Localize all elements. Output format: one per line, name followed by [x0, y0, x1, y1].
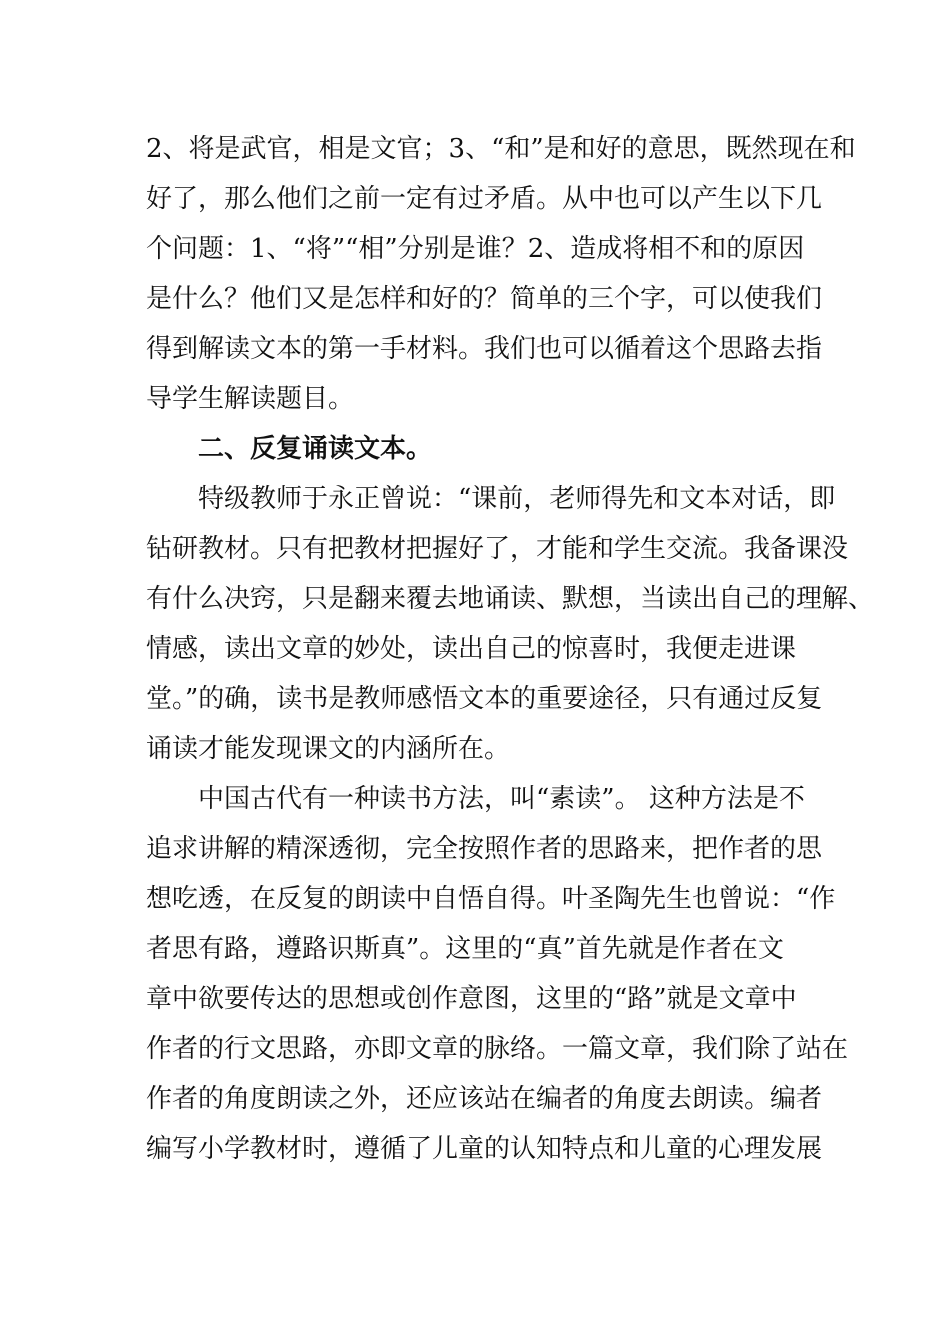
body-text-line: 特级教师于永正曾说：“课前，老师得先和文本对话，即 — [198, 484, 836, 514]
section-heading: 二、反复诵读文本。 — [198, 434, 433, 464]
body-text-line: 追求讲解的精深透彻，完全按照作者的思路来，把作者的思 — [146, 834, 823, 864]
body-text-line: 中国古代有一种读书方法，叫“素读”。 这种方法是不 — [198, 784, 805, 814]
body-text-line: 诵读才能发现课文的内涵所在。 — [146, 734, 511, 764]
body-text-line: 想吃透，在反复的朗读中自悟自得。叶圣陶先生也曾说：“作 — [146, 884, 836, 914]
body-text-line: 导学生解读题目。 — [146, 384, 355, 414]
body-text-line: 堂。”的确，读书是教师感悟文本的重要途径，只有通过反复 — [146, 684, 823, 714]
body-text-line: 是什么？他们又是怎样和好的？简单的三个字，可以使我们 — [146, 284, 823, 314]
body-text-line: 情感，读出文章的妙处，读出自己的惊喜时，我便走进课 — [146, 634, 797, 664]
body-text-line: 编写小学教材时，遵循了儿童的认知特点和儿童的心理发展 — [146, 1134, 823, 1164]
body-text-line: 作者的行文思路，亦即文章的脉络。一篇文章，我们除了站在 — [146, 1034, 849, 1064]
body-text-line: 好了，那么他们之前一定有过矛盾。从中也可以产生以下几 — [146, 184, 823, 214]
body-text-line: 得到解读文本的第一手材料。我们也可以循着这个思路去指 — [146, 334, 823, 364]
body-text-line: 钻研教材。只有把教材把握好了，才能和学生交流。我备课没 — [146, 534, 849, 564]
body-text-line: 作者的角度朗读之外，还应该站在编者的角度去朗读。编者 — [146, 1084, 823, 1114]
body-text-line: 个问题：1、“将”“相”分别是谁？2、造成将相不和的原因 — [146, 234, 805, 264]
body-text-line: 章中欲要传达的思想或创作意图，这里的“路”就是文章中 — [146, 984, 797, 1014]
body-text-line: 有什么决窍，只是翻来覆去地诵读、默想，当读出自己的理解、 — [146, 584, 875, 614]
body-text-line: 2、将是武官，相是文官；3、“和”是和好的意思，既然现在和 — [146, 134, 856, 164]
body-text-line: 者思有路，遵路识斯真”。这里的“真”首先就是作者在文 — [146, 934, 784, 964]
